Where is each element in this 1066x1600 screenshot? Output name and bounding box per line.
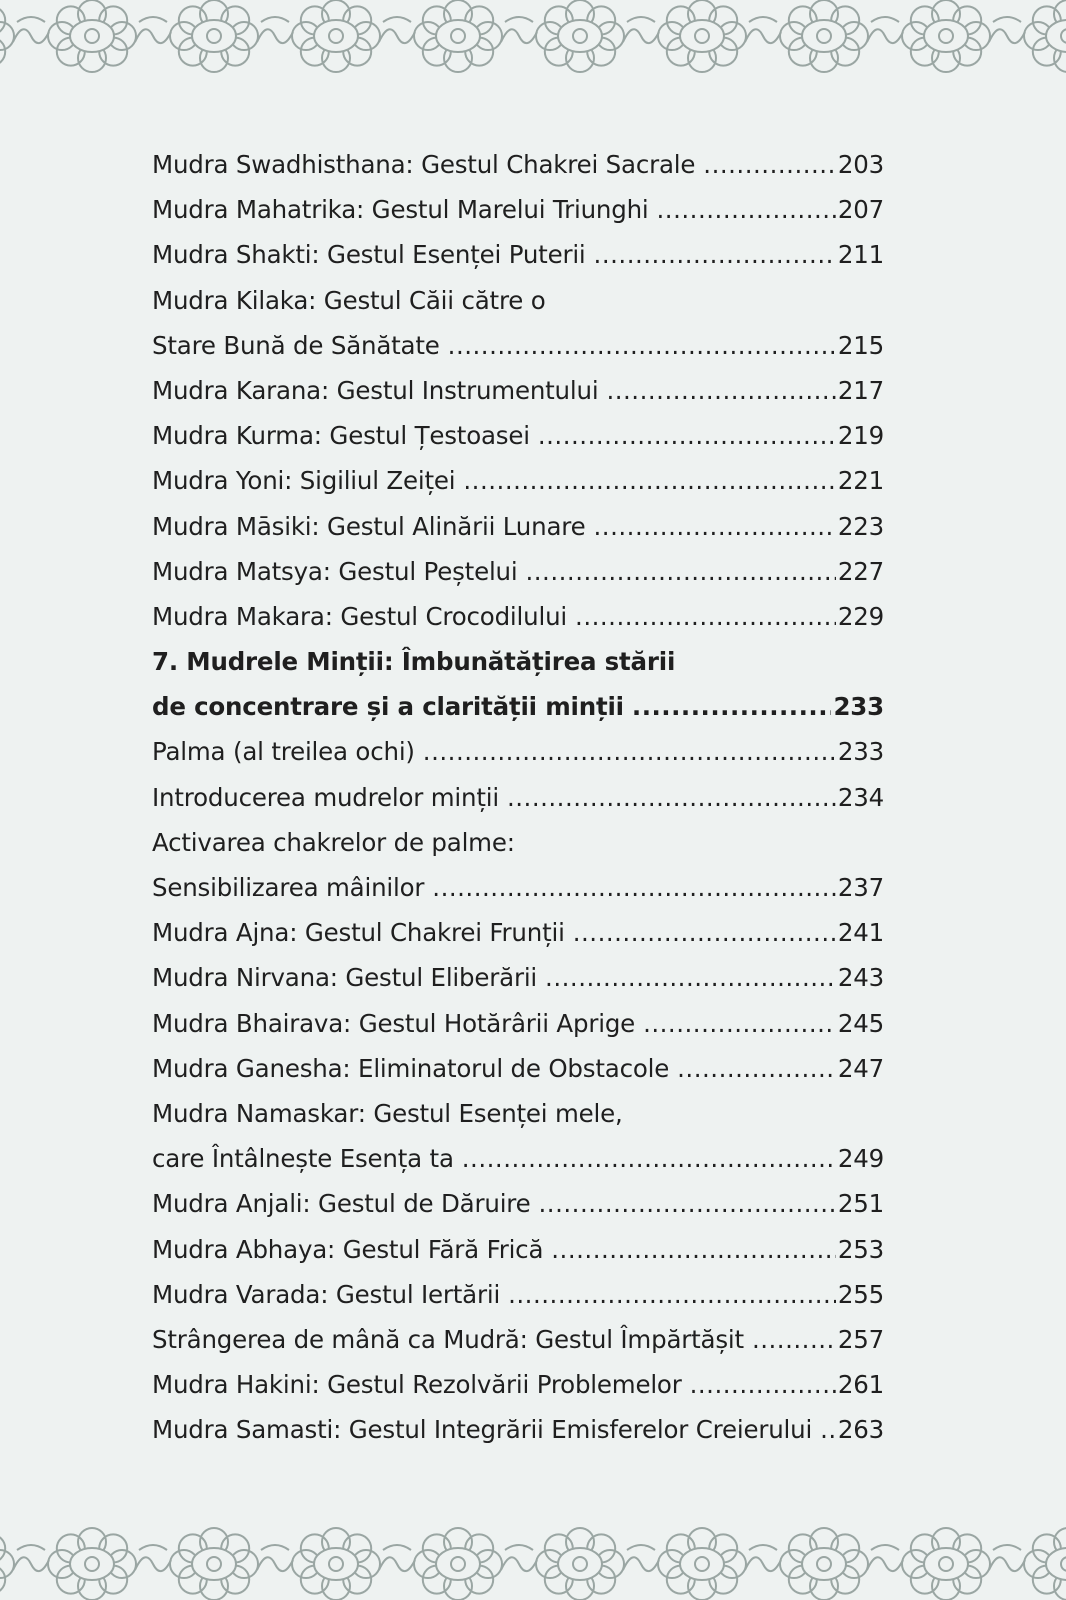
toc-entry-page: 263 — [837, 1415, 884, 1445]
dot-leader — [538, 413, 836, 458]
toc-entry-page: 207 — [837, 195, 884, 225]
dot-leader — [632, 684, 832, 729]
dot-leader — [539, 1181, 836, 1226]
toc-entry — [152, 413, 884, 458]
dot-leader — [643, 1001, 836, 1046]
dot-leader — [573, 910, 836, 955]
toc-entry — [152, 820, 884, 865]
toc-entry — [152, 910, 884, 955]
toc-entry — [152, 775, 884, 820]
dot-leader — [551, 1227, 836, 1272]
toc-entry — [152, 458, 884, 503]
toc-entry-page: 211 — [837, 240, 884, 270]
toc-entry-title: Mudra Kurma: Gestul Țestoasei — [152, 421, 530, 451]
toc-entry-title: Mudra Mahatrika: Gestul Marelui Triunghi — [152, 195, 649, 225]
toc-entry-title: Mudra Makara: Gestul Crocodilului — [152, 601, 568, 631]
lotus-pattern-icon — [0, 1508, 1066, 1600]
toc-entry-page: 253 — [837, 1234, 884, 1264]
toc-entry-page: 203 — [837, 150, 884, 179]
toc-entry — [152, 1362, 884, 1407]
toc-entry — [152, 729, 884, 774]
toc-entry-title: Mudra Nirvana: Gestul Eliberării — [152, 963, 538, 993]
toc-entry — [152, 639, 884, 684]
toc-entry-page: 249 — [837, 1144, 884, 1174]
dot-leader — [432, 865, 836, 910]
toc-entry — [152, 549, 884, 594]
toc-entry-page: 233 — [833, 692, 884, 722]
dot-leader — [508, 1272, 836, 1317]
toc-entry — [152, 278, 884, 323]
toc-entry — [152, 323, 884, 368]
toc-entry-title: Mudra Kilaka: Gestul Căii către o — [152, 285, 546, 315]
toc-entry-page: 247 — [837, 1053, 884, 1083]
toc-entry-page: 243 — [837, 963, 884, 993]
toc-entry-title: Sensibilizarea mâinilor — [152, 873, 425, 902]
toc-entry — [152, 232, 884, 277]
toc-entry-title: Mudra Samasti: Gestul Integrării Emisferelor Creierului — [152, 1415, 813, 1445]
toc-entry-page: 223 — [837, 511, 884, 541]
toc-entry — [152, 1136, 884, 1181]
toc-entry-title: Palma (al treilea ochi) — [152, 737, 415, 767]
toc-entry-page: 227 — [837, 556, 884, 586]
toc-entry-title: Mudra Yoni: Sigiliul Zeiței — [152, 466, 456, 496]
toc-entry-page: 245 — [837, 1008, 884, 1038]
toc-entry-title: Mudra Bhairava: Gestul Hotărârii Aprige — [152, 1008, 636, 1038]
dot-leader — [703, 142, 836, 187]
toc-entry — [152, 865, 884, 910]
dot-leader — [606, 368, 835, 413]
dot-leader — [507, 775, 836, 820]
toc-entry — [152, 684, 884, 729]
toc-entry-page: 237 — [837, 873, 884, 902]
toc-entry-page: 229 — [837, 601, 884, 631]
toc-entry — [152, 142, 884, 187]
toc-entry-title: care Întâlnește Esența ta — [152, 1144, 454, 1174]
toc-entry — [152, 1272, 884, 1317]
toc-entry — [152, 1181, 884, 1226]
toc-entry — [152, 368, 884, 413]
toc-entry-page: 221 — [837, 466, 884, 496]
dot-leader — [657, 187, 836, 232]
toc-entry-title: Activarea chakrelor de palme: — [152, 827, 515, 857]
dot-leader — [594, 232, 836, 277]
toc-entry-page: 234 — [837, 782, 884, 812]
toc-entry-title: Strângerea de mână ca Mudră: Gestul Împărtășit — [152, 1324, 744, 1354]
toc-entry-title: Introducerea mudrelor minții — [152, 782, 499, 812]
toc-entry-title: Mudra Swadhisthana: Gestul Chakrei Sacrale — [152, 150, 696, 179]
dot-leader — [752, 1317, 836, 1362]
toc-entry-title: Stare Bună de Sănătate — [152, 330, 440, 360]
toc-entry — [152, 187, 884, 232]
toc-entry-title: Mudra Shakti: Gestul Esenței Puterii — [152, 240, 586, 270]
dot-leader — [463, 458, 835, 503]
toc-entry-page: 233 — [837, 737, 884, 767]
toc-entry — [152, 504, 884, 549]
toc-entry — [152, 1046, 884, 1091]
toc-entry-title: Mudra Hakini: Gestul Rezolvării Problemelor — [152, 1370, 682, 1400]
lotus-pattern-icon — [0, 0, 1066, 88]
toc-entry-title: Mudra Ganesha: Eliminatorul de Obstacole — [152, 1053, 670, 1083]
top-ornament-border — [0, 0, 1066, 88]
toc-entry — [152, 1317, 884, 1362]
dot-leader — [462, 1136, 836, 1181]
dot-leader — [594, 504, 836, 549]
toc-entry — [152, 1091, 884, 1136]
toc-entry-title: Mudra Varada: Gestul Iertării — [152, 1279, 501, 1309]
toc-entry — [152, 955, 884, 1000]
toc-entry-title: Mudra Anjali: Gestul de Dăruire — [152, 1189, 531, 1219]
dot-leader — [423, 729, 836, 774]
toc-entry-title: Mudra Karana: Gestul Instrumentului — [152, 375, 599, 405]
toc-entry-page: 261 — [837, 1370, 884, 1400]
toc-entry-page: 255 — [837, 1279, 884, 1309]
toc-entry-page: 241 — [837, 918, 884, 948]
toc-entry-page: 215 — [837, 330, 884, 360]
toc-entry — [152, 1001, 884, 1046]
dot-leader — [677, 1046, 836, 1091]
toc-entry-title: Mudra Abhaya: Gestul Fără Frică — [152, 1234, 544, 1264]
toc-entry-page: 219 — [837, 421, 884, 451]
toc-entry-title: Mudra Matsya: Gestul Peștelui — [152, 556, 518, 586]
toc-entry-page: 251 — [837, 1189, 884, 1219]
toc-entry-title: Mudra Namaskar: Gestul Esenței mele, — [152, 1098, 623, 1128]
toc-entry-page: 257 — [837, 1324, 884, 1354]
toc-entry-title: de concentrare și a clarității minții — [152, 692, 624, 722]
toc-entry-title: Mudra Ajna: Gestul Chakrei Frunții — [152, 918, 565, 948]
bottom-ornament-border — [0, 1508, 1066, 1600]
table-of-contents — [152, 142, 884, 1452]
dot-leader — [820, 1407, 836, 1452]
dot-leader — [448, 323, 836, 368]
toc-entry-title: 7. Mudrele Minții: Îmbunătățirea stării — [152, 647, 676, 677]
toc-entry — [152, 1227, 884, 1272]
toc-entry — [152, 594, 884, 639]
dot-leader — [525, 549, 835, 594]
dot-leader — [575, 594, 836, 639]
toc-entry-page: 217 — [837, 375, 884, 405]
toc-entry — [152, 1407, 884, 1452]
dot-leader — [545, 955, 836, 1000]
dot-leader — [690, 1362, 836, 1407]
toc-entry-title: Mudra Māsiki: Gestul Alinării Lunare — [152, 511, 586, 541]
